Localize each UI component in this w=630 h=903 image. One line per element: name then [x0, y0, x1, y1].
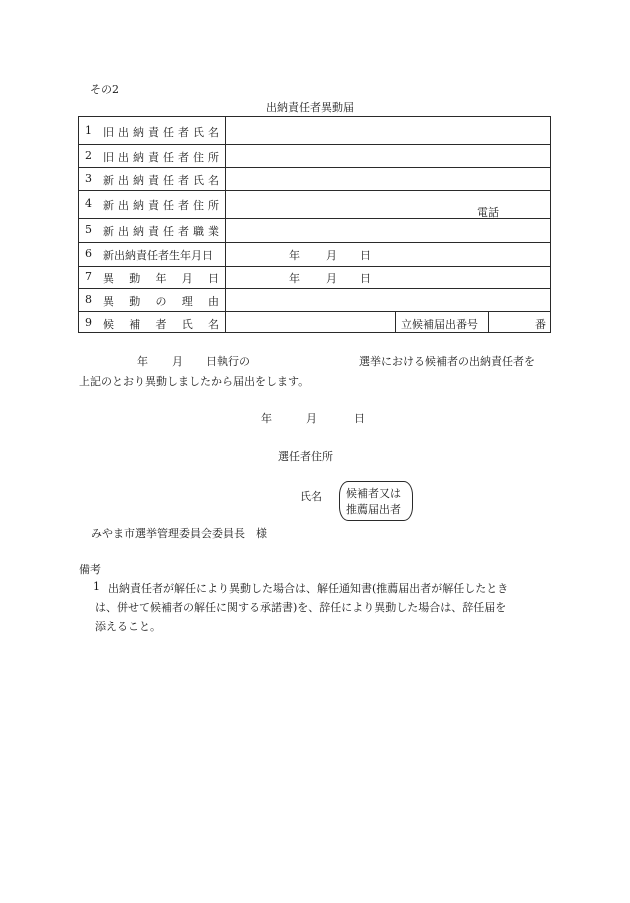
date-day: 日: [360, 249, 371, 262]
notes-heading: 備考: [79, 563, 101, 576]
statement-day: 日執行の: [206, 355, 250, 368]
row-number: 8: [85, 293, 92, 306]
row-label: 異 動 年 月 日: [103, 272, 219, 285]
row-label: 新 出 納 責 任 者 職 業: [103, 225, 219, 238]
statement-month: 月: [172, 355, 183, 368]
number-suffix: 番: [535, 318, 546, 331]
statement-line2: 上記のとおり異動しましたから届出をします。: [79, 375, 310, 388]
row-number: 9: [85, 316, 92, 329]
row-label: 新 出 納 責 任 者 住 所: [103, 199, 219, 212]
note-number: 1: [93, 580, 100, 593]
statement-election: 選挙における候補者の出納責任者を: [359, 355, 535, 368]
date-year: 年: [289, 249, 300, 262]
date-month: 月: [326, 272, 337, 285]
bracket-line-1: 候補者又は: [346, 487, 401, 500]
note-line: 出納責任者が解任により異動した場合は、解任通知書(推薦届出者が解任したとき: [108, 582, 509, 595]
form-title: 出納責任者異動届: [266, 101, 354, 114]
row-label: 候 補 者 氏 名: [103, 318, 219, 331]
submit-month: 月: [306, 412, 317, 425]
row-label: 異 動 の 理 由: [103, 295, 219, 308]
row-number: 4: [85, 197, 92, 210]
row-label: 旧 出 納 責 任 者 住 所: [103, 151, 219, 164]
row-number: 1: [85, 124, 92, 137]
addressee: みやま市選挙管理委員会委員長 様: [91, 527, 267, 540]
row-number: 2: [85, 149, 92, 162]
row-number: 3: [85, 172, 92, 185]
submit-day: 日: [354, 412, 365, 425]
statement-year: 年: [137, 355, 148, 368]
note-line: は、併せて候補者の解任に関する承諾書)を、辞任により異動した場合は、辞任届を: [95, 601, 507, 614]
row-number: 6: [85, 247, 92, 260]
date-day: 日: [360, 272, 371, 285]
date-month: 月: [326, 249, 337, 262]
name-label: 氏名: [300, 490, 322, 503]
row-number: 7: [85, 270, 92, 283]
row-label: 新 出 納 責 任 者 氏 名: [103, 174, 219, 187]
candidate-number-label: 立候補届出番号: [401, 318, 478, 331]
row-label: 旧 出 納 責 任 者 氏 名: [103, 126, 219, 139]
bracket-line-2: 推薦届出者: [346, 503, 401, 516]
page-label: その2: [90, 83, 119, 96]
row-number: 5: [85, 223, 92, 236]
row-label: 新出納責任者生年月日: [103, 249, 213, 262]
submit-year: 年: [261, 412, 272, 425]
form-table: [78, 116, 551, 333]
appointer-address-label: 選任者住所: [278, 450, 333, 463]
note-line: 添えること。: [95, 620, 161, 633]
date-year: 年: [289, 272, 300, 285]
phone-label: 電話: [477, 206, 499, 219]
